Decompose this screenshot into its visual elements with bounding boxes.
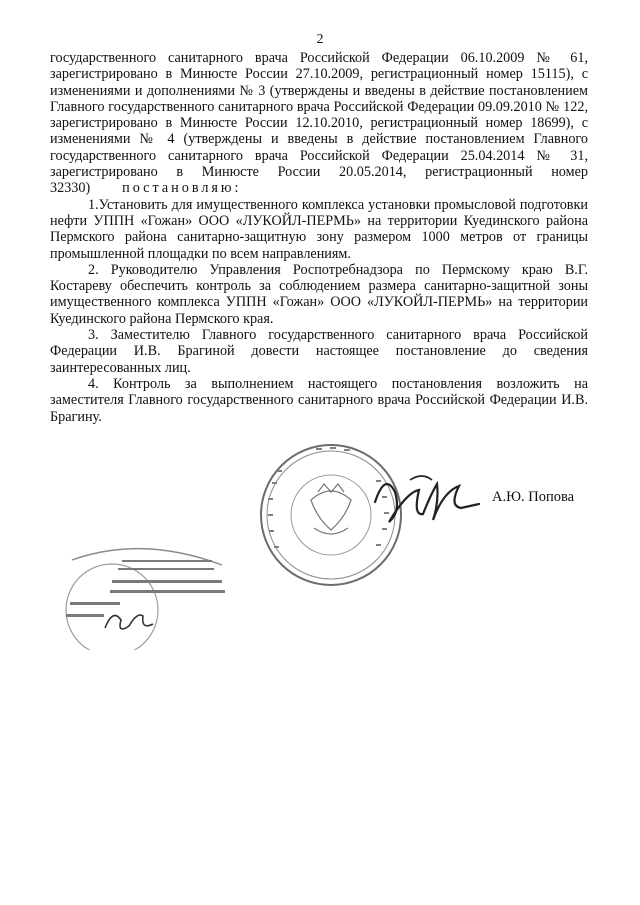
paragraph-1: 1.Установить для имущественного комплекса установки промысловой подготовки нефти УППН «Гожан» ООО «ЛУКОЙЛ-ПЕРМЬ» на территории Куединского района Пермского района санитарно-защитную зону размером 1000 метров от границы промышленной площадки по всем направлениям. <box>50 196 588 262</box>
signer-name: А.Ю. Попова <box>492 489 575 505</box>
resolve-word: постановляю: <box>122 180 242 197</box>
paragraph-preamble <box>50 50 588 197</box>
document-body <box>50 50 588 425</box>
secondary-signature <box>100 600 160 641</box>
page-number: 2 <box>316 32 324 47</box>
signature <box>370 462 480 547</box>
paragraph-3: 3. Заместителю Главного государственного санитарного врача Российской Федерации И.В. Брагиной довести настоящее постановление до сведения заинтересованных лиц. <box>50 327 588 376</box>
preamble-text: государственного санитарного врача Российской Федерации 06.10.2009 № 61, зарегистрировано в Минюсте России 27.10.2009, регистрационный номер 15115), с изменениями и дополнениями № 3 (утверждены и введены в действие постановлением Главного государственного санитарного врача Российской Федерации 09.09.2010 № 122, зарегистрировано в Минюсте России 12.10.2010, регистрационный номер 18699), с изменениями № 4 (утверждены и введены в действие постановлением Главного государственного санитарного врача Российской Федерации 25.04.2014 № 31, зарегистрировано в Минюсте России 20.05.2014, регистрационный номер 32330) <box>50 50 588 197</box>
paragraph-4: 4. Контроль за выполнением настоящего постановления возложить на заместителя Главного государственного санитарного врача Российской Федерации И.В. Брагину. <box>50 375 588 425</box>
paragraph-2: 2. Руководителю Управления Роспотребнадзора по Пермскому краю В.Г. Костареву обеспечить контроль за соблюдением размера санитарно-защитной зоны имущественного комплекса УППН «Гожан» ООО «ЛУКОЙЛ-ПЕРМЬ» на территории Куединского района Пермского края. <box>50 261 588 327</box>
